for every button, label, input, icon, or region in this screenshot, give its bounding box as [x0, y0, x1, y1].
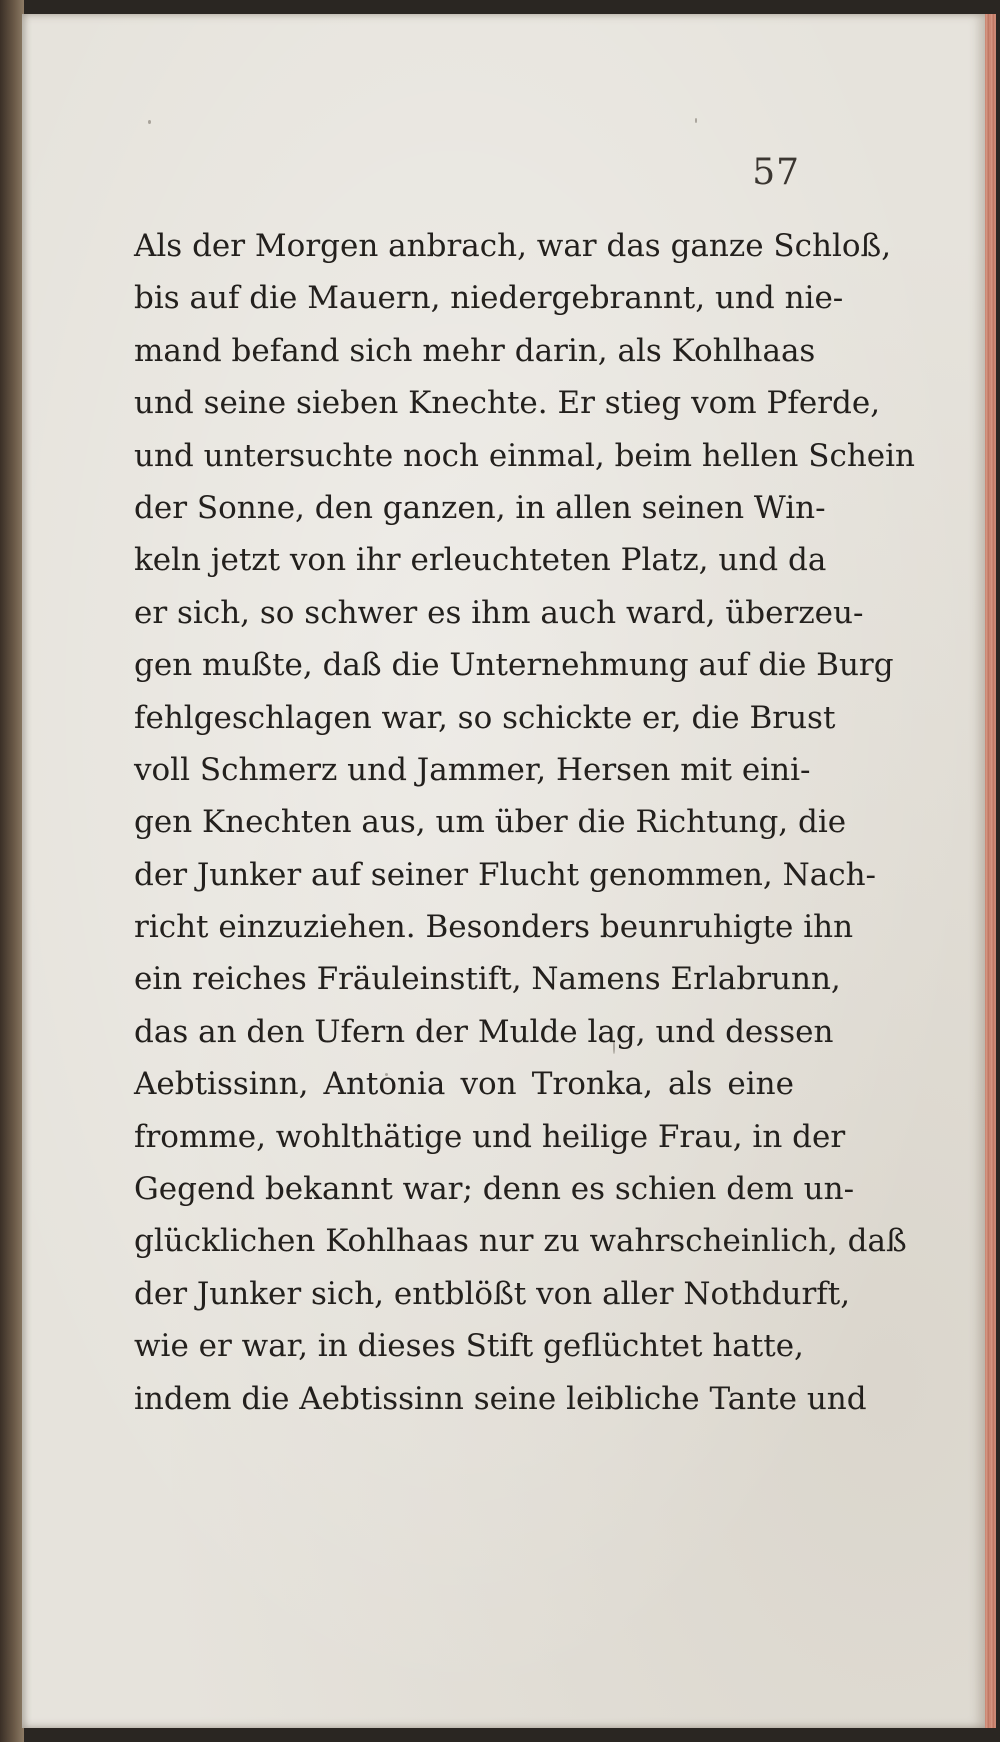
text-line: fehlgeschlagen war, so schickte er, die Brust — [134, 699, 836, 736]
text-line: Aebtissinn, Antonia von Tronka, als eine — [134, 1066, 794, 1103]
text-line: und seine sieben Knechte. Er stieg vom Pferde, — [134, 385, 881, 422]
paper-speck — [148, 120, 151, 124]
text-line: der Junker sich, entblößt von aller Nothdurft, — [134, 1275, 851, 1312]
body-text — [134, 220, 916, 1425]
page-number: 57 — [752, 152, 800, 193]
text-line: und untersuchte noch einmal, beim hellen Schein — [134, 437, 916, 474]
text-line: fromme, wohlthätige und heilige Frau, in der — [134, 1118, 846, 1155]
text-line: er sich, so schwer es ihm auch ward, überzeu- — [134, 594, 864, 631]
text-line: indem die Aebtissinn seine leibliche Tante und — [134, 1380, 867, 1417]
text-line: gen mußte, daß die Unternehmung auf die Burg — [134, 647, 894, 684]
text-line: Als der Morgen anbrach, war das ganze Schloß, — [134, 228, 892, 264]
binding-edge — [0, 0, 24, 1742]
text-line: voll Schmerz und Jammer, Hersen mit eini- — [134, 751, 811, 788]
text-line: mand befand sich mehr darin, als Kohlhaas — [134, 332, 816, 369]
text-line: gen Knechten aus, um über die Richtung, die — [134, 804, 847, 841]
text-line: das an den Ufern der Mulde lag, und dessen — [134, 1013, 834, 1050]
text-line: ein reiches Fräuleinstift, Namens Erlabrunn, — [134, 961, 841, 998]
text-line: Gegend bekannt war; denn es schien dem un- — [134, 1171, 855, 1208]
text-line: wie er war, in dieses Stift geflüchtet hatte, — [134, 1328, 804, 1365]
paper-speck — [695, 118, 697, 123]
text-line: glücklichen Kohlhaas nur zu wahrscheinlich, daß — [134, 1223, 907, 1260]
page-fore-edge — [985, 14, 996, 1728]
text-line: der Junker auf seiner Flucht genommen, Nach- — [134, 856, 877, 893]
text-line: keln jetzt von ihr erleuchteten Platz, und da — [134, 542, 827, 579]
text-line: richt einzuziehen. Besonders beunruhigte ihn — [134, 909, 854, 946]
text-line: bis auf die Mauern, niedergebrannt, und nie- — [134, 280, 844, 317]
text-line: der Sonne, den ganzen, in allen seinen Win- — [134, 489, 826, 526]
